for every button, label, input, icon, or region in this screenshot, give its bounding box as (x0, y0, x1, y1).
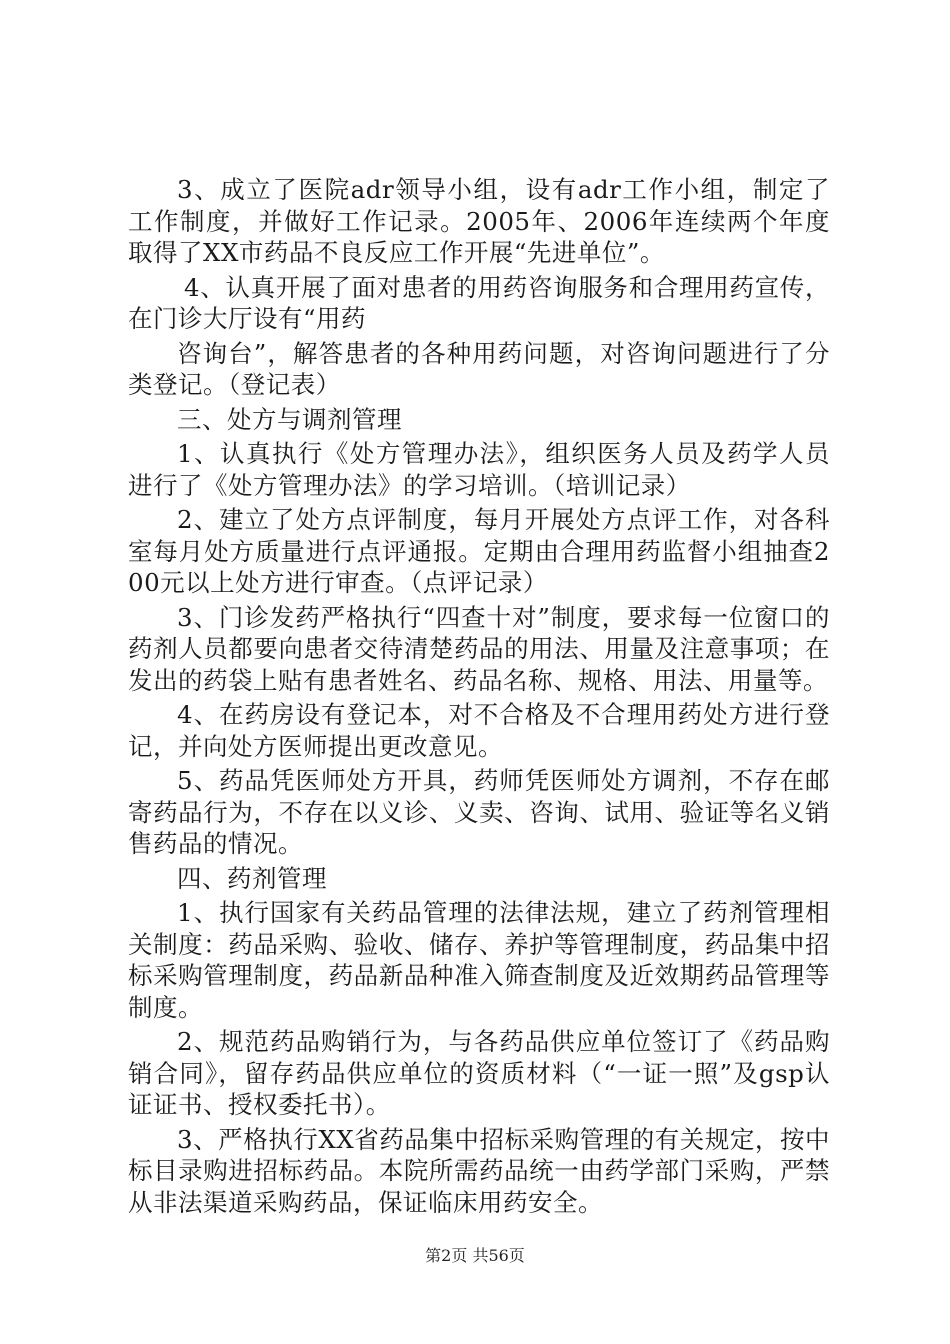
paragraph-prescription-2: 2、建立了处方点评制度，每月开展处方点评工作，对各科室每月处方质量进行点评通报。定期由合理用药监督小组抽查200元以上处方进行审查。（点评记录） (128, 505, 830, 597)
paragraph-consult-desk: 咨询台”，解答患者的各种用药问题，对咨询问题进行了分类登记。（登记表） (128, 338, 830, 399)
paragraph-pharmacy-1: 1、执行国家有关药品管理的法律法规，建立了药剂管理相关制度：药品采购、验收、储存、养护等管理制度，药品集中招标采购管理制度，药品新品种准入筛查制度及近效期药品管理等制度。 (128, 898, 830, 1022)
paragraph-prescription-3: 3、门诊发药严格执行“四查十对”制度，要求每一位窗口的药剂人员都要向患者交待清楚药品的用法、用量及注意事项；在发出的药袋上贴有患者姓名、药品名称、规格、用法、用量等。 (128, 602, 830, 695)
section-heading-pharmacy: 四、药剂管理 (177, 863, 327, 893)
paragraph-pharmacy-3: 3、严格执行XX省药品集中招标采购管理的有关规定，按中标目录购进招标药品。本院所需药品统一由药学部门采购，严禁从非法渠道采购药品，保证临床用药安全。 (128, 1124, 830, 1217)
paragraph-pharmacy-2: 2、规范药品购销行为，与各药品供应单位签订了《药品购销合同》，留存药品供应单位的资质材料（“一证一照”及gsp认证证书、授权委托书）。 (128, 1027, 830, 1119)
paragraph-4-consult: 4、认真开展了面对患者的用药咨询服务和合理用药宣传，在门诊大厅设有“用药 (128, 272, 830, 333)
paragraph-prescription-5: 5、药品凭医师处方开具，药师凭医师处方调剂，不存在邮寄药品行为，不存在以义诊、义卖、咨询、试用、验证等名义销售药品的情况。 (128, 766, 830, 858)
page-footer: 第2页 共56页 (425, 1246, 525, 1265)
paragraph-3-adr: 3、成立了医院adr领导小组，设有adr工作小组，制定了工作制度，并做好工作记录。2005年、2006年连续两个年度取得了XX市药品不良反应工作开展“先进单位”。 (128, 175, 830, 267)
paragraph-prescription-1: 1、认真执行《处方管理办法》，组织医务人员及药学人员进行了《处方管理办法》的学习培训。（培训记录） (128, 439, 830, 500)
paragraph-prescription-4: 4、在药房设有登记本，对不合格及不合理用药处方进行登记，并向处方医师提出更改意见。 (128, 700, 830, 761)
section-heading-prescription: 三、处方与调剂管理 (177, 404, 402, 434)
document-body (128, 174, 830, 1221)
